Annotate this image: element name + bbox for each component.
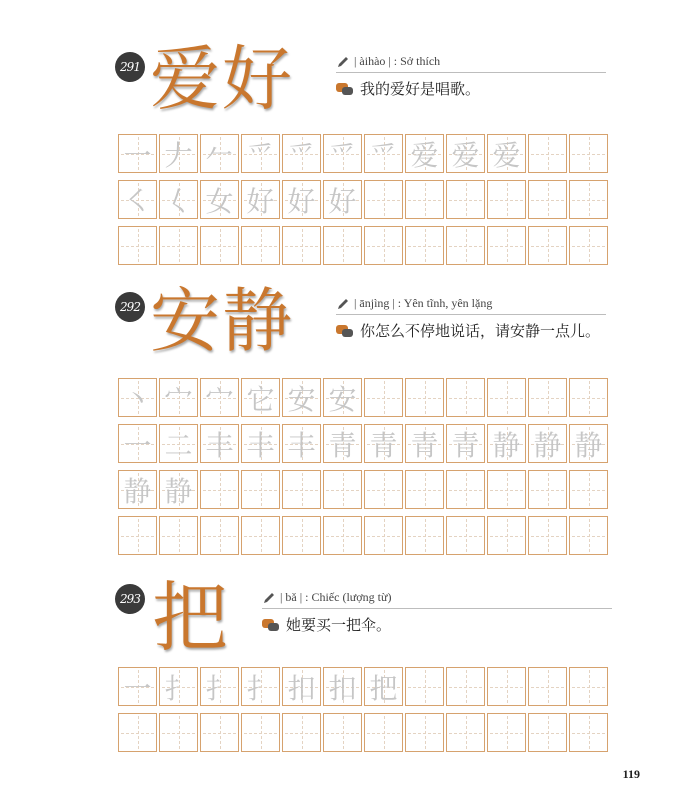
trace-stroke: 爱 xyxy=(410,138,439,172)
trace-stroke: 青 xyxy=(328,428,357,462)
writing-grid-cell xyxy=(487,180,526,219)
writing-grid-cell xyxy=(405,134,444,173)
headword: 把 xyxy=(152,573,230,662)
trace-stroke: 它 xyxy=(246,382,275,416)
writing-grid-cell xyxy=(118,226,157,265)
writing-grid-cell xyxy=(446,424,485,463)
writing-grid-cell xyxy=(364,378,403,417)
writing-grid-cell xyxy=(487,667,526,706)
trace-stroke: 爫 xyxy=(246,138,275,172)
example-sentence xyxy=(336,78,611,101)
writing-grid-cell xyxy=(282,667,321,706)
pinyin-text: | àihào | : Sở thích xyxy=(354,54,441,68)
trace-stroke: 静 xyxy=(574,428,603,462)
writing-grid-cell xyxy=(405,424,444,463)
speech-bubble-icon xyxy=(336,83,354,97)
trace-stroke: 丰 xyxy=(287,428,316,462)
writing-grid-cell xyxy=(487,134,526,173)
writing-grid-cell xyxy=(282,226,321,265)
entry-number-badge: 292 xyxy=(115,292,145,322)
writing-grid-cell xyxy=(159,134,198,173)
writing-grid-cell xyxy=(241,378,280,417)
writing-grid-cell xyxy=(118,378,157,417)
example-sentence xyxy=(336,320,604,343)
writing-grid-cell xyxy=(282,180,321,219)
writing-grid-cell xyxy=(323,226,362,265)
writing-grid-cell xyxy=(528,667,567,706)
pinyin-text: | bǎ | : Chiếc (lượng từ) xyxy=(280,590,392,604)
writing-grid-cell xyxy=(446,180,485,219)
writing-grid-cell xyxy=(241,226,280,265)
writing-grid-cell xyxy=(159,180,198,219)
trace-stroke: 爫 xyxy=(287,138,316,172)
writing-grid-cell xyxy=(159,424,198,463)
writing-grid-cell xyxy=(364,470,403,509)
writing-grid-cell xyxy=(446,667,485,706)
writing-grid-cell xyxy=(487,226,526,265)
writing-grid-cell xyxy=(569,713,608,752)
writing-grid-cell xyxy=(528,424,567,463)
example-text: 你怎么不停地说话，请安静一点儿。 xyxy=(360,322,601,340)
writing-grid-cell xyxy=(569,226,608,265)
headword: 爱好 xyxy=(150,38,294,120)
trace-stroke: 好 xyxy=(287,184,316,218)
writing-grid-cell xyxy=(200,134,239,173)
example-sentence xyxy=(262,614,602,637)
writing-grid-cell xyxy=(364,226,403,265)
writing-grid-cell xyxy=(323,667,362,706)
pencil-icon xyxy=(262,591,276,605)
writing-grid-cell xyxy=(569,424,608,463)
writing-grid-cell xyxy=(323,516,362,555)
writing-grid-cell xyxy=(323,424,362,463)
writing-grid-cell xyxy=(446,378,485,417)
writing-grid-cell xyxy=(282,713,321,752)
writing-grid-cell xyxy=(487,424,526,463)
writing-grid-cell xyxy=(446,470,485,509)
trace-stroke: 宀 xyxy=(205,382,234,416)
trace-stroke: 青 xyxy=(451,428,480,462)
writing-grid-cell xyxy=(241,134,280,173)
writing-grid-cell xyxy=(159,378,198,417)
writing-grid-row xyxy=(118,713,610,752)
trace-stroke: 二 xyxy=(164,428,193,462)
pinyin-line xyxy=(262,590,612,609)
writing-grid-cell xyxy=(118,667,157,706)
trace-stroke: 女 xyxy=(205,184,234,218)
writing-grid-cell xyxy=(118,470,157,509)
writing-grid-cell xyxy=(569,134,608,173)
writing-grid-cell xyxy=(569,470,608,509)
writing-grid-cell xyxy=(569,180,608,219)
writing-grid-cell xyxy=(364,424,403,463)
writing-grid-row xyxy=(118,180,610,219)
writing-grid-cell xyxy=(405,713,444,752)
writing-grid-cell xyxy=(282,134,321,173)
writing-grid-cell xyxy=(364,516,403,555)
writing-grid-cell xyxy=(200,180,239,219)
writing-grid-cell xyxy=(364,713,403,752)
writing-grid-cell xyxy=(159,470,198,509)
trace-stroke: 把 xyxy=(369,671,398,705)
writing-grid-cell xyxy=(446,713,485,752)
trace-stroke: 爫 xyxy=(369,138,398,172)
writing-grid-cell xyxy=(200,516,239,555)
trace-stroke: 爱 xyxy=(492,138,521,172)
pinyin-text: | ānjìng | : Yên tĩnh, yên lặng xyxy=(354,296,493,310)
trace-stroke: 一 xyxy=(123,671,152,705)
writing-grid-cell xyxy=(241,516,280,555)
writing-grid-cell xyxy=(241,713,280,752)
writing-grid-cell xyxy=(364,667,403,706)
writing-grid-cell xyxy=(528,470,567,509)
pencil-icon xyxy=(336,297,350,311)
trace-stroke: 一 xyxy=(123,138,152,172)
page-number: 119 xyxy=(622,767,640,781)
writing-grid-cell xyxy=(118,713,157,752)
trace-stroke: 青 xyxy=(369,428,398,462)
trace-stroke: 静 xyxy=(164,474,193,508)
writing-grid-cell xyxy=(200,667,239,706)
speech-bubble-icon xyxy=(336,325,354,339)
writing-grid-cell xyxy=(200,226,239,265)
writing-grid-cell xyxy=(159,516,198,555)
headword: 安静 xyxy=(150,280,294,362)
trace-stroke: 静 xyxy=(533,428,562,462)
pinyin-line xyxy=(336,54,606,73)
writing-grid-cell xyxy=(323,134,362,173)
trace-stroke: 𡿨 xyxy=(164,184,193,218)
trace-stroke: 丰 xyxy=(205,428,234,462)
writing-grid-cell xyxy=(200,424,239,463)
writing-grid-cell xyxy=(528,378,567,417)
writing-grid-cell xyxy=(569,516,608,555)
writing-grid-cell xyxy=(241,667,280,706)
writing-grid-cell xyxy=(446,516,485,555)
trace-stroke: 一 xyxy=(123,428,152,462)
writing-grid-cell xyxy=(118,424,157,463)
speech-bubble-icon xyxy=(262,619,280,633)
trace-stroke: 丶 xyxy=(123,382,152,416)
writing-grid-row xyxy=(118,667,610,706)
writing-grid-cell xyxy=(405,378,444,417)
trace-stroke: 𠂉 xyxy=(205,138,234,172)
writing-grid-cell xyxy=(528,713,567,752)
writing-grid-cell xyxy=(528,226,567,265)
writing-grid-cell xyxy=(323,180,362,219)
trace-stroke: 扣 xyxy=(328,671,357,705)
writing-grid-row xyxy=(118,134,610,173)
writing-grid-cell xyxy=(282,378,321,417)
writing-grid-row xyxy=(118,424,610,463)
writing-grid-cell xyxy=(282,516,321,555)
writing-grid-cell xyxy=(241,470,280,509)
pencil-icon xyxy=(336,55,350,69)
writing-grid-row xyxy=(118,470,610,509)
example-text: 她要买一把伞。 xyxy=(286,616,392,634)
writing-grid-cell xyxy=(405,470,444,509)
writing-grid-cell xyxy=(118,180,157,219)
writing-grid-cell xyxy=(200,470,239,509)
trace-stroke: 好 xyxy=(328,184,357,218)
writing-grid-cell xyxy=(569,667,608,706)
writing-grid-cell xyxy=(405,667,444,706)
trace-stroke: 爫 xyxy=(328,138,357,172)
writing-grid-cell xyxy=(364,180,403,219)
trace-stroke: 青 xyxy=(410,428,439,462)
trace-stroke: 安 xyxy=(328,382,357,416)
entry-number-badge: 293 xyxy=(115,584,145,614)
entry-number-badge: 291 xyxy=(115,52,145,82)
writing-grid-cell xyxy=(446,226,485,265)
trace-stroke: 扌 xyxy=(246,671,275,705)
trace-stroke: 扌 xyxy=(205,671,234,705)
trace-stroke: 好 xyxy=(246,184,275,218)
writing-grid-cell xyxy=(405,226,444,265)
writing-grid-cell xyxy=(159,226,198,265)
trace-stroke: 安 xyxy=(287,382,316,416)
writing-grid-cell xyxy=(487,713,526,752)
writing-grid-cell xyxy=(405,516,444,555)
writing-grid-cell xyxy=(323,470,362,509)
example-text: 我的爱好是唱歌。 xyxy=(360,80,481,98)
writing-grid-cell xyxy=(200,713,239,752)
writing-grid-cell xyxy=(241,180,280,219)
writing-grid-cell xyxy=(323,713,362,752)
writing-grid-cell xyxy=(364,134,403,173)
writing-grid-cell xyxy=(159,667,198,706)
writing-grid-cell xyxy=(323,378,362,417)
writing-grid-cell xyxy=(528,516,567,555)
trace-stroke: ㇛ xyxy=(123,184,152,218)
trace-stroke: 爱 xyxy=(451,138,480,172)
writing-grid-cell xyxy=(200,378,239,417)
writing-grid-cell xyxy=(241,424,280,463)
pinyin-line xyxy=(336,296,606,315)
writing-grid-cell xyxy=(528,134,567,173)
writing-grid-cell xyxy=(405,180,444,219)
writing-grid-row xyxy=(118,516,610,555)
writing-grid-cell xyxy=(569,378,608,417)
writing-grid-cell xyxy=(118,134,157,173)
writing-grid-cell xyxy=(159,713,198,752)
writing-grid-row xyxy=(118,378,610,417)
writing-grid-cell xyxy=(282,424,321,463)
writing-grid-cell xyxy=(528,180,567,219)
trace-stroke: 扣 xyxy=(287,671,316,705)
trace-stroke: 静 xyxy=(123,474,152,508)
writing-grid-cell xyxy=(487,470,526,509)
trace-stroke: 宀 xyxy=(164,382,193,416)
writing-grid-cell xyxy=(487,378,526,417)
writing-grid-row xyxy=(118,226,610,265)
trace-stroke: 静 xyxy=(492,428,521,462)
writing-grid-cell xyxy=(487,516,526,555)
trace-stroke: 丰 xyxy=(246,428,275,462)
writing-grid-cell xyxy=(282,470,321,509)
trace-stroke: 𠂇 xyxy=(164,138,193,172)
trace-stroke: 扌 xyxy=(164,671,193,705)
writing-grid-cell xyxy=(446,134,485,173)
writing-grid-cell xyxy=(118,516,157,555)
